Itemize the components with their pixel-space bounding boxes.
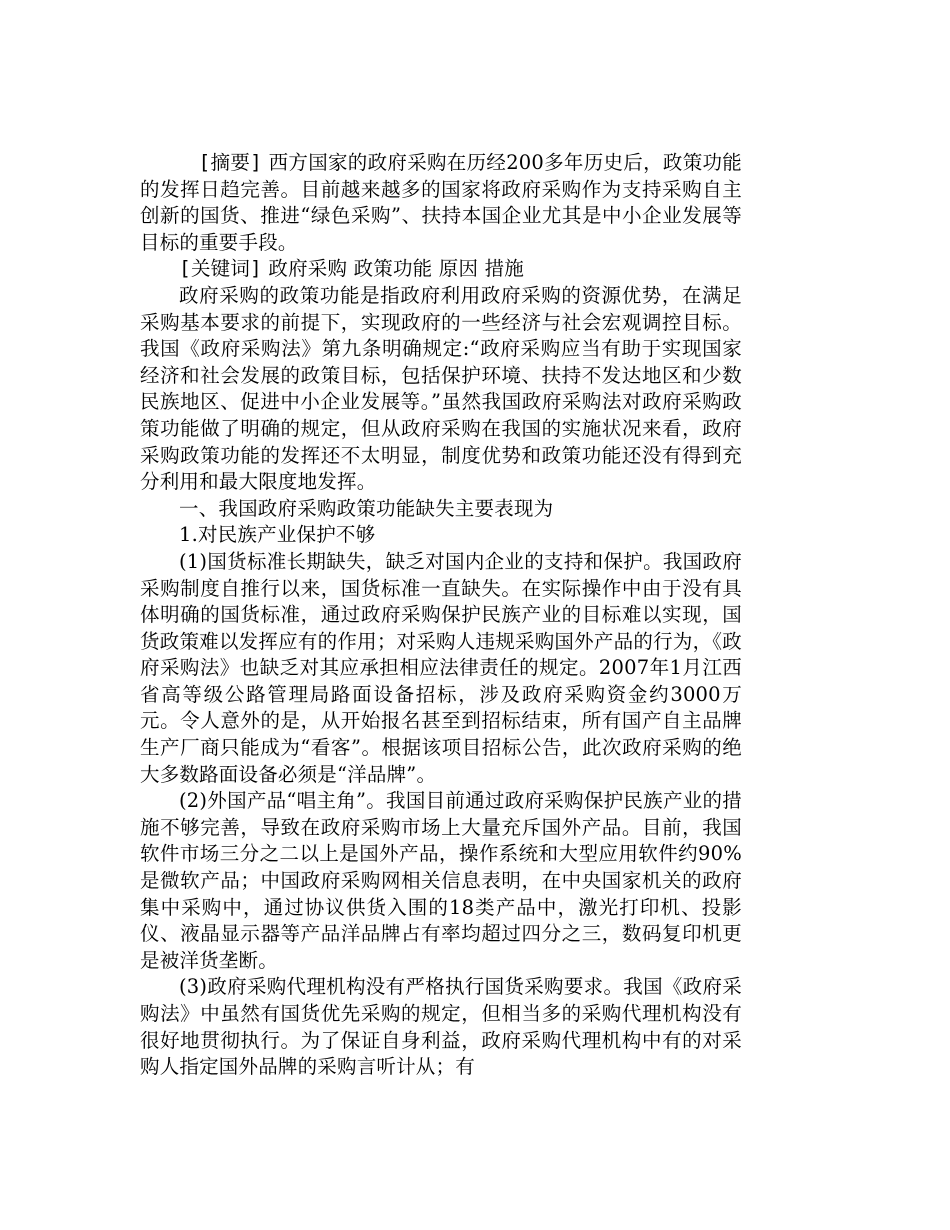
document-body: [140, 150, 742, 1081]
body-paragraph-2: (2)外国产品“唱主角”。我国目前通过政府采购保护民族产业的措施不够完善，导致在政府采购市场上大量充斥国外产品。目前，我国软件市场三分之二以上是国外产品，操作系统和大型应用软件约90%是微软产品；中国政府采购网相关信息表明，在中央国家机关的政府集中采购中，通过协议供货入围的18类产品中，激光打印机、投影仪、液晶显示器等产品洋品牌占有率均超过四分之三，数码复印机更是被洋货垄断。: [140, 789, 742, 972]
section-heading: 一、我国政府采购政策功能缺失主要表现为: [179, 496, 554, 520]
body-paragraph-3: (3)政府采购代理机构没有严格执行国货采购要求。我国《政府采购法》中虽然有国货优先采购的规定，但相当多的采购代理机构没有很好地贯彻执行。为了保证自身利益，政府采购代理机构中有的对采购人指定国外品牌的采购言听计从；有: [140, 975, 742, 1079]
subsection-heading: 1.对民族产业保护不够: [179, 523, 376, 547]
abstract-paragraph: [140, 150, 742, 256]
body-paragraph-1: (1)国货标准长期缺失，缺乏对国内企业的支持和保护。我国政府采购制度自推行以来，国货标准一直缺失。在实际操作中由于没有具体明确的国货标准，通过政府采购保护民族产业的目标难以实现，国货政策难以发挥应有的作用；对采购人违规采购国外产品的行为，《政府采购法》也缺乏对其应承担相应法律责任的规定。2007年1月江西省高等级公路管理局路面设备招标，涉及政府采购资金约3000万元。令人意外的是，从开始报名甚至到招标结束，所有国产自主品牌生产厂商只能成为“看客”。根据该项目招标公告，此次政府采购的绝大多数路面设备必须是“洋品牌”。: [140, 549, 742, 786]
abstract-text: 西方国家的政府采购在历经200多年历史后，政策功能的发挥日趋完善。目前越来越多的国家将政府采购作为支持采购自主创新的国货、推进“绿色采购”、扶持本国企业尤其是中小企业发展等目标的重要手段。: [140, 151, 743, 254]
keywords-label: [关键词]: [179, 257, 262, 281]
intro-paragraph: 政府采购的政策功能是指政府利用政府采购的资源优势，在满足采购基本要求的前提下，实现政府的一些经济与社会宏观调控目标。我国《政府采购法》第九条明确规定:“政府采购应当有助于实现国家经济和社会发展的政策目标，包括保护环境、扶持不发达地区和少数民族地区、促进中小企业发展等。”虽然我国政府采购法对政府采购政策功能做了明确的规定，但从政府采购在我国的实施状况来看，政府采购政策功能的发挥还不太明显，制度优势和政策功能还没有得到充分利用和最大限度地发挥。: [140, 283, 742, 494]
keywords-text: 政府采购 政策功能 原因 措施: [261, 257, 524, 281]
keywords-paragraph: [140, 256, 742, 283]
abstract-label: [摘要]: [198, 151, 263, 174]
